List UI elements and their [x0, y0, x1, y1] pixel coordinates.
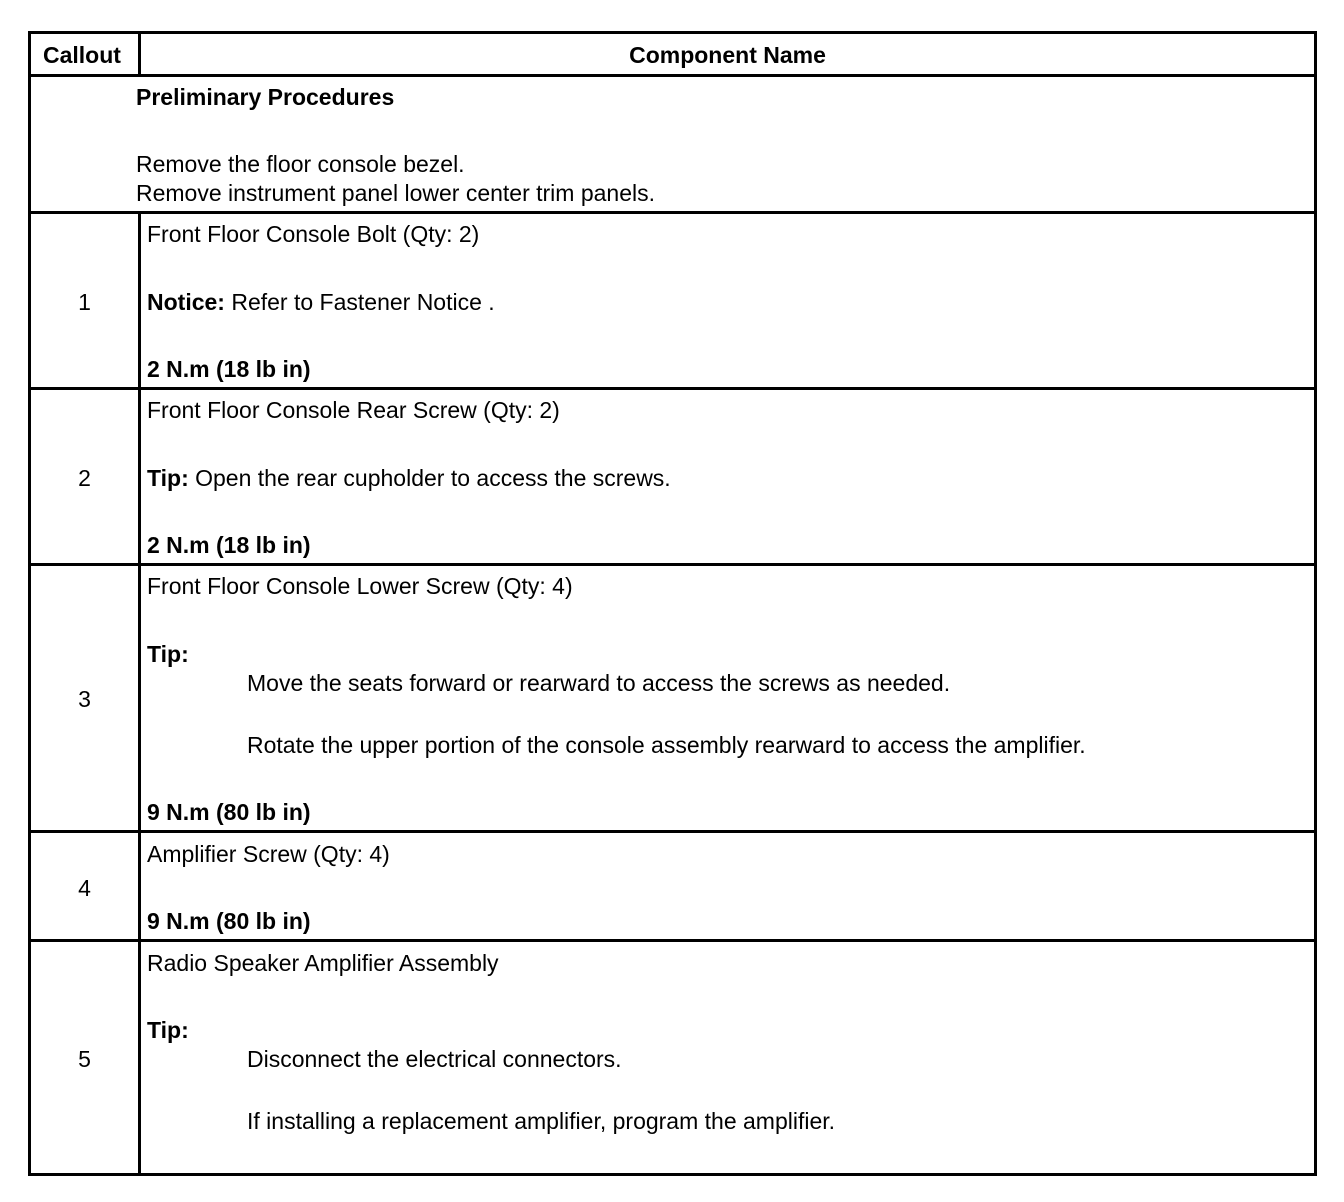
torque-spec: 9 N.m (80 lb in): [147, 908, 311, 934]
component-name: Radio Speaker Amplifier Assembly: [147, 950, 499, 976]
row-divider: [31, 211, 1314, 214]
tip-text: Open the rear cupholder to access the screws.: [188, 465, 671, 491]
tip-line: [147, 464, 671, 492]
column-divider: [138, 211, 141, 1173]
row-divider: [31, 74, 1314, 77]
tip-label: Tip:: [147, 1017, 189, 1043]
component-table: [28, 31, 1317, 1176]
header-component-name: Component Name: [629, 42, 826, 68]
preliminary-line: Remove the floor console bezel.: [136, 151, 465, 177]
preliminary-title: Preliminary Procedures: [136, 84, 395, 110]
preliminary-line: Remove instrument panel lower center trim panels.: [136, 180, 656, 206]
callout-number: 1: [78, 289, 91, 315]
torque-spec: 2 N.m (18 lb in): [147, 532, 311, 558]
callout-number: 4: [78, 875, 91, 901]
component-name: Front Floor Console Lower Screw (Qty: 4): [147, 573, 573, 599]
tip-text: Rotate the upper portion of the console assembly rearward to access the amplifier.: [247, 732, 1086, 758]
torque-spec: 2 N.m (18 lb in): [147, 356, 311, 382]
torque-spec: 9 N.m (80 lb in): [147, 799, 311, 825]
header-callout: Callout: [43, 42, 121, 68]
callout-number: 3: [78, 686, 91, 712]
component-name: Amplifier Screw (Qty: 4): [147, 841, 390, 867]
notice-line: [147, 288, 495, 316]
component-name: Front Floor Console Bolt (Qty: 2): [147, 221, 480, 247]
tip-text: If installing a replacement amplifier, program the amplifier.: [247, 1108, 836, 1134]
callout-number: 2: [78, 465, 91, 491]
tip-text: Disconnect the electrical connectors.: [247, 1046, 622, 1072]
row-divider: [31, 387, 1314, 390]
notice-label: Notice:: [147, 289, 225, 315]
notice-text: Refer to Fastener Notice .: [224, 289, 495, 315]
callout-number: 5: [78, 1046, 91, 1072]
tip-label: Tip:: [147, 641, 189, 667]
row-divider: [31, 563, 1314, 566]
component-name: Front Floor Console Rear Screw (Qty: 2): [147, 397, 560, 423]
tip-label: Tip:: [147, 465, 189, 491]
row-divider: [31, 830, 1314, 833]
row-divider: [31, 939, 1314, 942]
tip-text: Move the seats forward or rearward to access the screws as needed.: [247, 670, 951, 696]
